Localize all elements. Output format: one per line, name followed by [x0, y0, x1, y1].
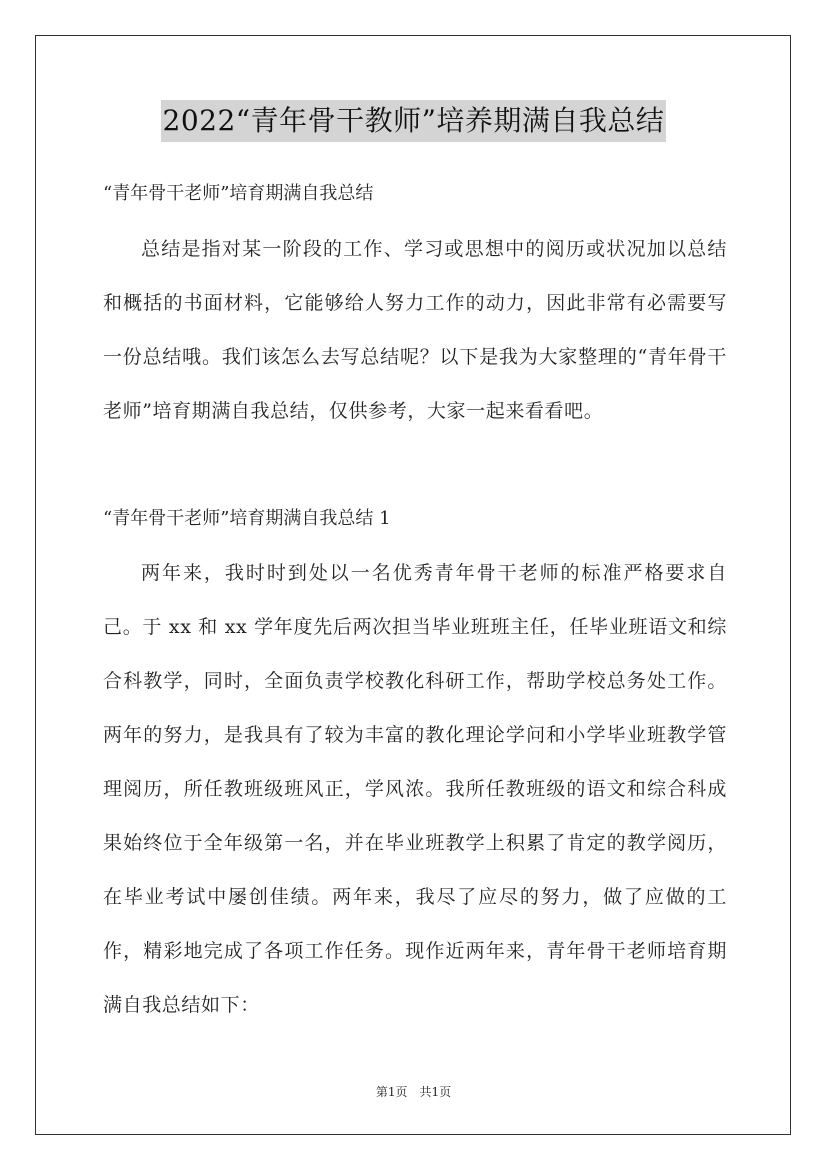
section-paragraph: 两年来，我时时到处以一名优秀青年骨干老师的标准严格要求自己。于 xx 和 xx 学年度先后两次担当毕业班班主任，任毕业班语文和综合科教学，同时，全面负责学校教化科研工作，帮助学校总务处工作。两年的努力，是我具有了较为丰富的教化理论学问和小学毕业班教学管理阅历，所任教班级班风正，学风浓。我所任教班级的语文和综合科成果始终位于全年级第一名，并在毕业班教学上积累了肯定的教学阅历，在毕业考试中屡创佳绩。两年来，我尽了应尽的努力，做了应做的工作，精彩地完成了各项工作任务。现作近两年来，青年骨干老师培育期满自我总结如下：: [103, 562, 727, 1016]
intro-paragraph: 总结是指对某一阶段的工作、学习或思想中的阅历或状况加以总结和概括的书面材料，它能够给人努力工作的动力，因此非常有必需要写一份总结哦。我们该怎么去写总结呢？以下是我为大家整理的“青年骨干老师”培育期满自我总结，仅供参考，大家一起来看看吧。: [103, 238, 727, 422]
page-footer: 第1页 共1页: [375, 1085, 452, 1099]
section-heading: “青年骨干老师”培育期满自我总结 1: [103, 508, 391, 529]
document-subtitle: “青年骨干老师”培育期满自我总结: [103, 183, 374, 204]
title-container: [0, 100, 827, 142]
document-title: 2022“青年骨干教师”培养期满自我总结: [161, 100, 667, 142]
